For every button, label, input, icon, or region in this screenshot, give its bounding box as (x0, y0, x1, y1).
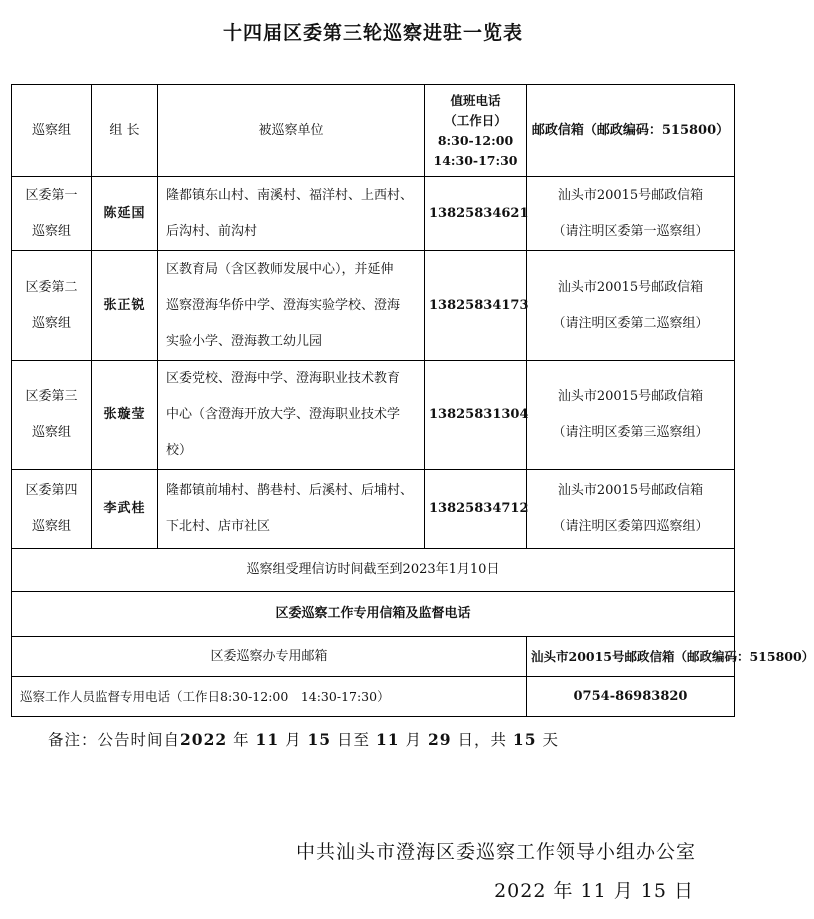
phone-row (12, 677, 735, 717)
group-cell: 区委第三 巡察组 (12, 361, 92, 470)
table-row (12, 361, 735, 470)
phone-cell: 13825834712 (425, 470, 527, 549)
group-cell: 区委第四 巡察组 (12, 470, 92, 549)
mailbox-label: 区委巡察办专用邮箱 (12, 637, 527, 677)
header-mailbox: 邮政信箱（邮政编码：515800） (527, 85, 735, 177)
header-phone: 值班电话 （工作日） 8:30-12:00 14:30-17:30 (425, 85, 527, 177)
phone-label: 巡察工作人员监督专用电话（工作日8:30-12:00 14:30-17:30） (12, 677, 527, 717)
group-cell: 区委第一 巡察组 (12, 177, 92, 251)
page-title: 十四届区委第三轮巡察进驻一览表 (222, 22, 523, 44)
group-cell: 区委第二 巡察组 (12, 251, 92, 361)
phone-cell: 13825831304 (425, 361, 527, 470)
unit-cell: 区委党校、澄海中学、澄海职业技术教育 中心（含澄海开放大学、澄海职业技术学 校） (158, 361, 425, 470)
table-row (12, 470, 735, 549)
header-unit: 被巡察单位 (158, 85, 425, 177)
inspection-table (11, 84, 814, 717)
section-title: 区委巡察工作专用信箱及监督电话 (12, 592, 735, 637)
mailbox-cell: 汕头市20015号邮政信箱 （请注明区委第四巡察组） (527, 470, 735, 549)
mailbox-row (12, 637, 735, 677)
mailbox-cell: 汕头市20015号邮政信箱 （请注明区委第二巡察组） (527, 251, 735, 361)
header-group: 巡察组 (12, 85, 92, 177)
mailbox-cell: 汕头市20015号邮政信箱 （请注明区委第一巡察组） (527, 177, 735, 251)
deadline-row (12, 549, 735, 592)
signature-org: 中共汕头市澄海区委巡察工作领导小组办公室 (295, 841, 696, 863)
phone-cell: 13825834621 (425, 177, 527, 251)
deadline-text: 巡察组受理信访时间截至到2023年1月10日 (12, 549, 735, 592)
note: 备注：公告时间自2022 年 11 月 15 日至 11 月 29 日，共 15 天 (48, 730, 559, 749)
unit-cell: 隆都镇前埔村、鹊巷村、后溪村、后埔村、 下北村、店市社区 (158, 470, 425, 549)
phone-value: 0754-86983820 (527, 677, 735, 717)
table-row (12, 251, 735, 361)
mailbox-cell: 汕头市20015号邮政信箱 （请注明区委第三巡察组） (527, 361, 735, 470)
leader-cell: 张正锐 (92, 251, 158, 361)
unit-cell: 区教育局（含区教师发展中心），并延伸 巡察澄海华侨中学、澄海实验学校、澄海 实验小学、澄海教工幼儿园 (158, 251, 425, 361)
mailbox-value: 汕头市20015号邮政信箱（邮政编码：515800） (527, 637, 735, 677)
header-leader: 组 长 (92, 85, 158, 177)
table-row (12, 177, 735, 251)
section-title-row (12, 592, 735, 637)
unit-cell: 隆都镇东山村、南溪村、福洋村、上西村、 后沟村、前沟村 (158, 177, 425, 251)
leader-cell: 张璇莹 (92, 361, 158, 470)
signature-date: 2022 年 11 月 15 日 (494, 880, 694, 902)
leader-cell: 李武桂 (92, 470, 158, 549)
phone-cell: 13825834173 (425, 251, 527, 361)
table-header-row (12, 85, 735, 177)
leader-cell: 陈延国 (92, 177, 158, 251)
